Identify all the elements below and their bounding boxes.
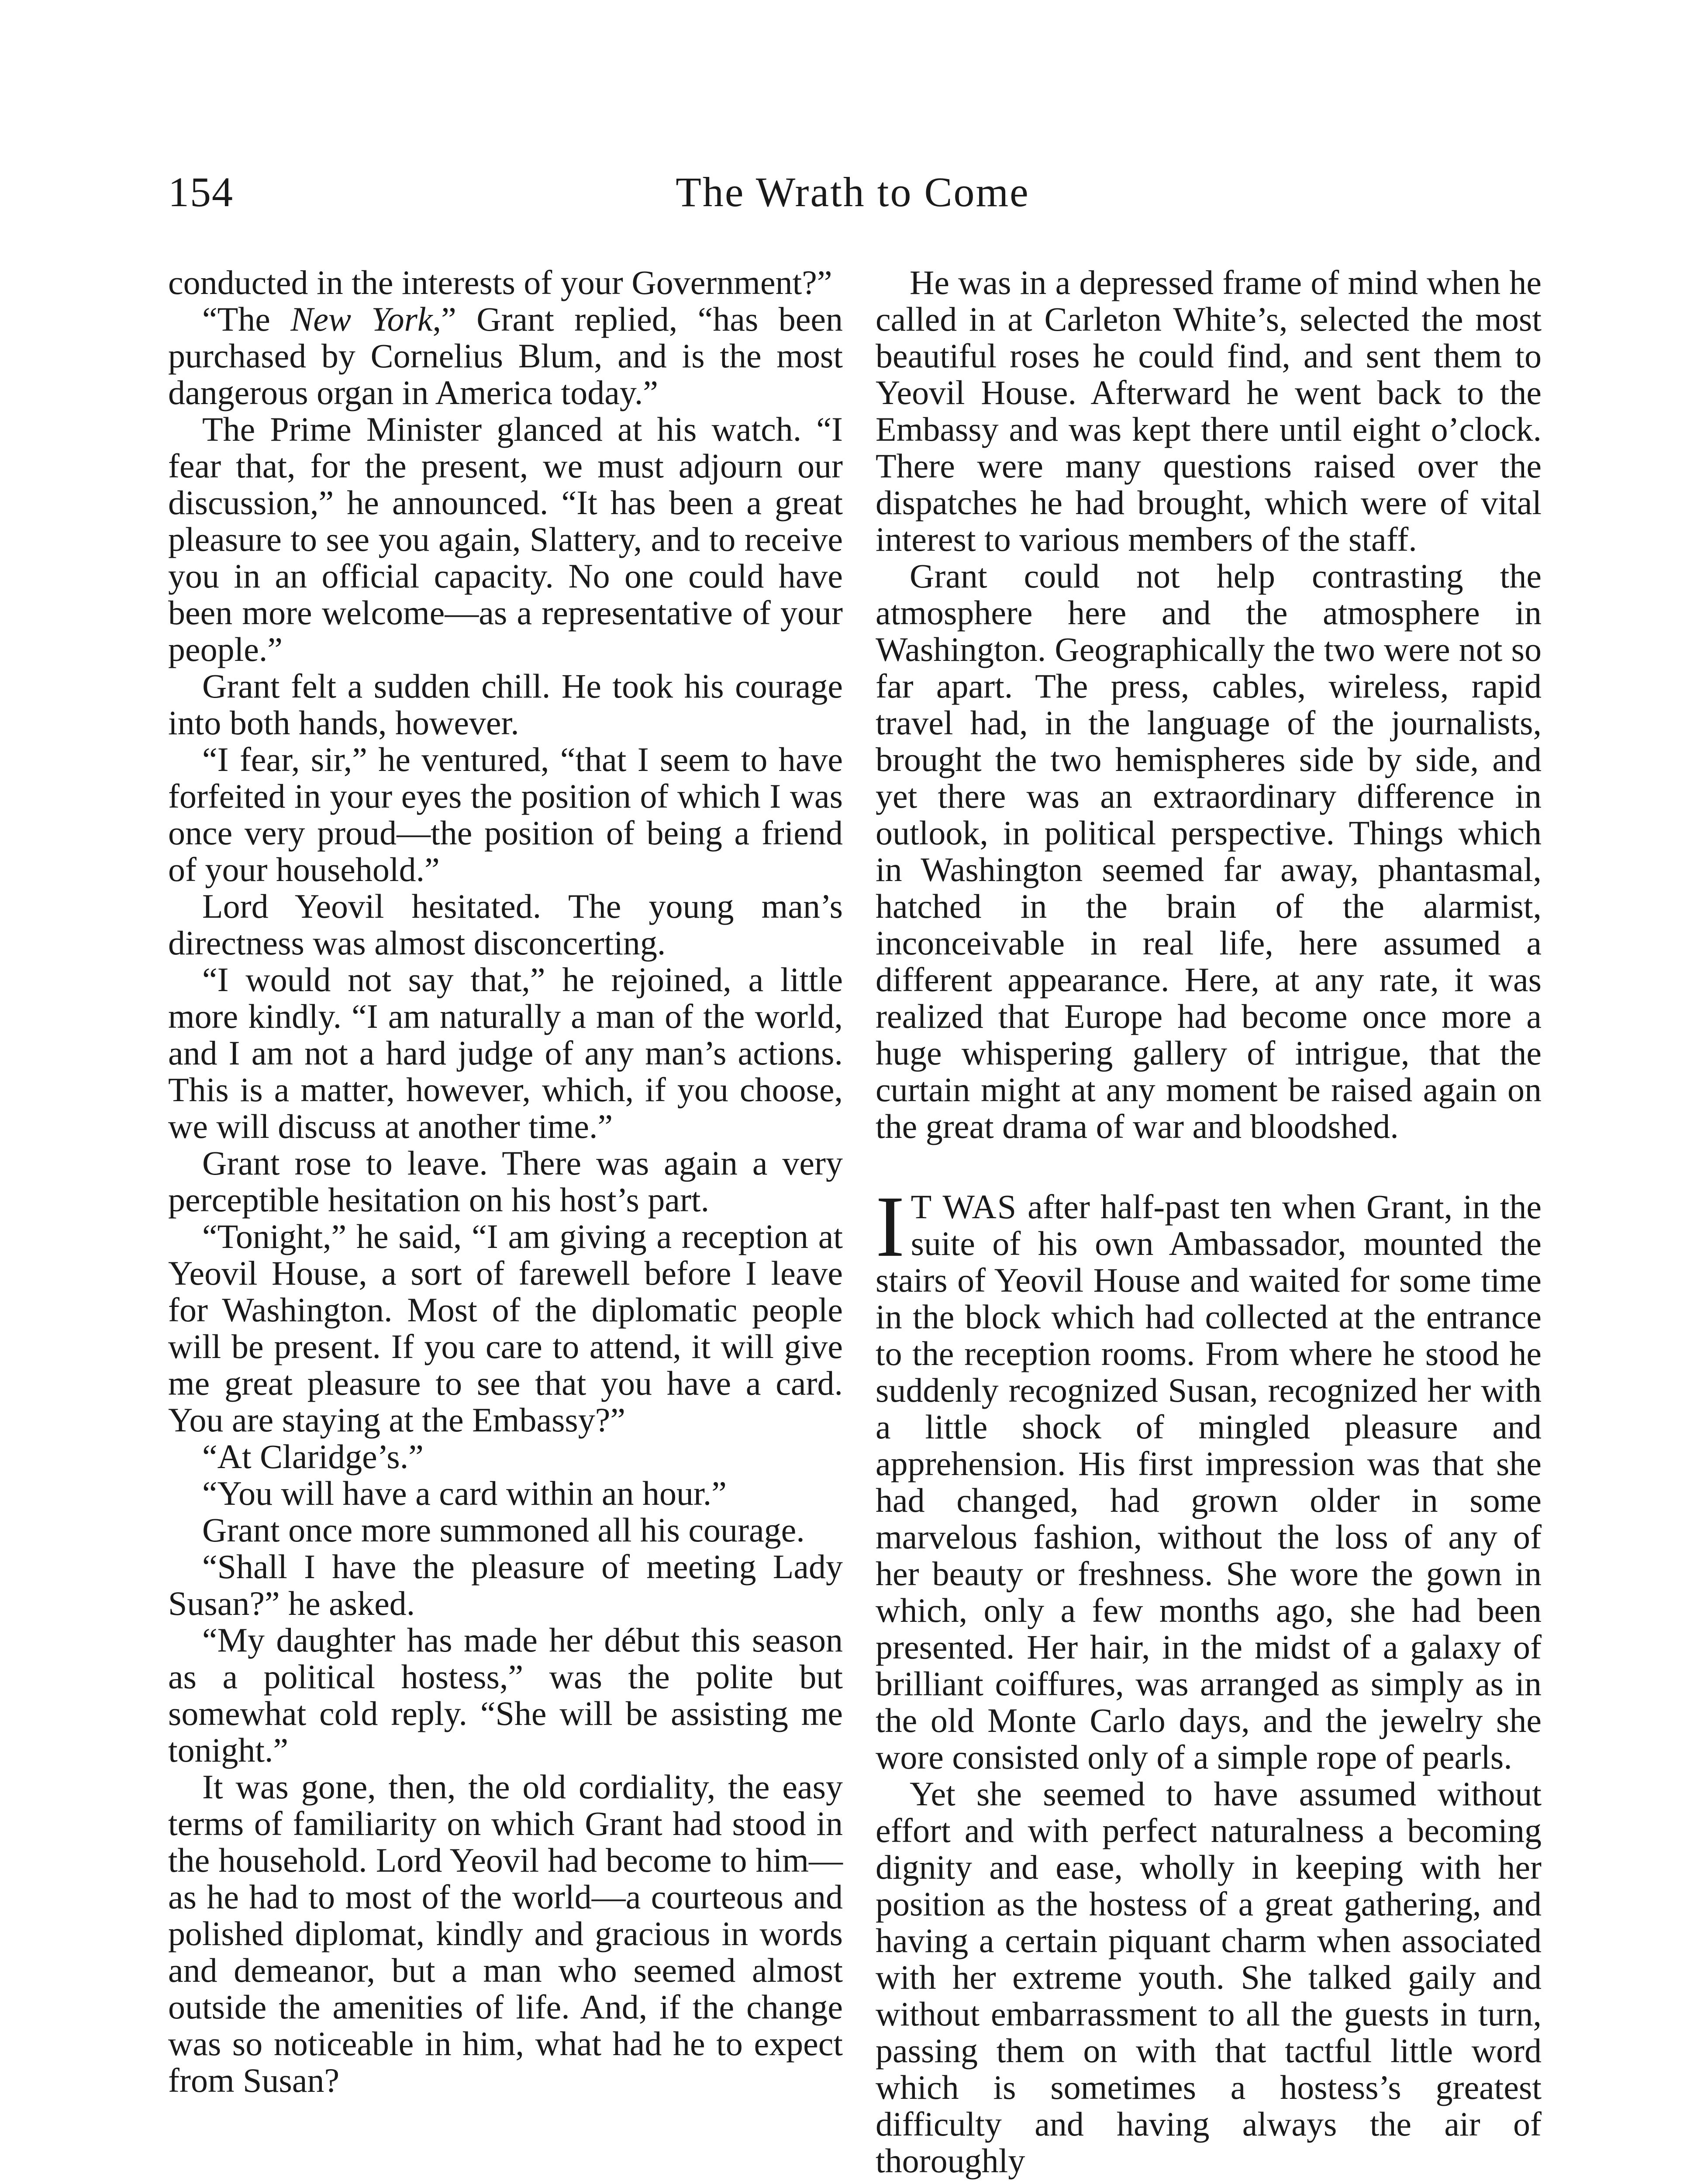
paragraph: “Tonight,” he said, “I am giving a reception at Yeovil House, a sort of farewell before I leave for Washington. Most of the diplomatic people will be present. If you care to attend, it will give me great pleasure to see that you have a card. You are staying at the Embassy?” xyxy=(168,1217,843,1439)
paragraph: “I fear, sir,” he ventured, “that I seem to have forfeited in your eyes the position of which I was once very proud—the position of being a friend of your household.” xyxy=(168,740,843,888)
paragraph: It was gone, then, the old cordiality, the easy terms of familiarity on which Grant had stood in the household. Lord Yeovil had become to him—as he had to most of the world—a courteous and polished diplomat, kindly and gracious in words and demeanor, but a man who seemed almost outside the amenities of life. And, if the change was so noticeable in him, what had he to expect from Susan? xyxy=(168,1768,843,2099)
paragraph: Grant rose to leave. There was again a very perceptible hesitation on his host’s part. xyxy=(168,1144,843,1219)
paragraph: Lord Yeovil hesitated. The young man’s directness was almost disconcerting. xyxy=(168,887,843,962)
paragraph: Grant could not help contrasting the atmosphere here and the atmosphere in Washington. Geographically the two were not so far apart. The press, cables, wireless, rapid travel had, in the language of the journalists, brought the two hemispheres side by side, and yet there was an extraordinary difference in outlook, in political perspective. Things which in Washington seemed far away, phantasmal, hatched in the brain of the alarmist, inconceivable in real life, here assumed a different appearance. Here, at any rate, it was realized that Europe had become once more a huge whispering gallery of intrigue, that the curtain might at any moment be raised again on the great drama of war and bloodshed. xyxy=(876,557,1542,1145)
paragraph: Grant once more summoned all his courage. xyxy=(202,1511,805,1549)
paragraph: “The New York,” Grant replied, “has been purchased by Cornelius Blum, and is the most dangerous organ in America today.” xyxy=(168,300,843,411)
drop-cap: I xyxy=(876,1178,905,1275)
paragraph: “You will have a card within an hour.” xyxy=(202,1474,727,1512)
paragraph: The Prime Minister glanced at his watch. “I fear that, for the present, we must adjourn our discussion,” he announced. “It has been a great pleasure to see you again, Slattery, and to receive you in an official capacity. No one could have been more welcome—as a representative of your people.” xyxy=(168,410,843,668)
paragraph: Grant felt a sudden chill. He took his courage into both hands, however. xyxy=(168,667,843,742)
left-text-column xyxy=(168,264,843,2099)
running-title: The Wrath to Come xyxy=(676,169,1030,215)
paragraph: “My daughter has made her début this season as a political hostess,” was the polite but somewhat cold reply. “She will be assisting me tonight.” xyxy=(168,1621,843,1769)
page-number: 154 xyxy=(168,169,234,215)
page-header xyxy=(168,168,1537,234)
right-text-column xyxy=(876,264,1542,2179)
paragraph: “I would not say that,” he rejoined, a little more kindly. “I am naturally a man of the world, and I am not a hard judge of any man’s actions. This is a matter, however, which, if you choose, we will discuss at another time.” xyxy=(168,961,843,1145)
paragraph: He was in a depressed frame of mind when he called in at Carleton White’s, selected the most beautiful roses he could find, and sent them to Yeovil House. Afterward he went back to the Embassy and was kept there until eight o’clock. There were many questions raised over the dispatches he had brought, which were of vital interest to various members of the staff. xyxy=(876,263,1542,558)
section-lead-text: after half-past ten when Grant, in the suite of his own Ambassador, mounted the stairs of Yeovil House and waited for some time in the block which had collected at the entrance to the reception rooms. From where he stood he suddenly recognized Susan, recognized her with a little shock of mingled pleasure and apprehension. His first impression was that she had changed, had grown older in some marvelous fashion, without the loss of any of her beauty or freshness. She wore the gown in which, only a few months ago, she had been presented. Her hair, in the midst of a galaxy of brilliant coiffures, was arranged as simply as in the old Monte Carlo days, and the jewelry she wore consisted only of a simple rope of pearls. xyxy=(876,1188,1542,1776)
paragraph: Yet she seemed to have assumed without effort and with perfect naturalness a becoming dignity and ease, wholly in keeping with her position as the hostess of a great gathering, and having a certain piquant charm when associated with her extreme youth. She talked gaily and without embarrassment to all the guests in turn, passing them on with that tactful little word which is sometimes a hostess’s greatest difficulty and having always the air of thoroughly xyxy=(876,1775,1542,2180)
section-lead-words: T WAS xyxy=(911,1188,1018,1226)
paragraph: conducted in the interests of your Government?” xyxy=(168,263,832,301)
paragraph: “Shall I have the pleasure of meeting Lady Susan?” he asked. xyxy=(168,1548,843,1622)
section-opening-paragraph xyxy=(876,1178,1542,1776)
paragraph: “At Claridge’s.” xyxy=(202,1438,424,1476)
